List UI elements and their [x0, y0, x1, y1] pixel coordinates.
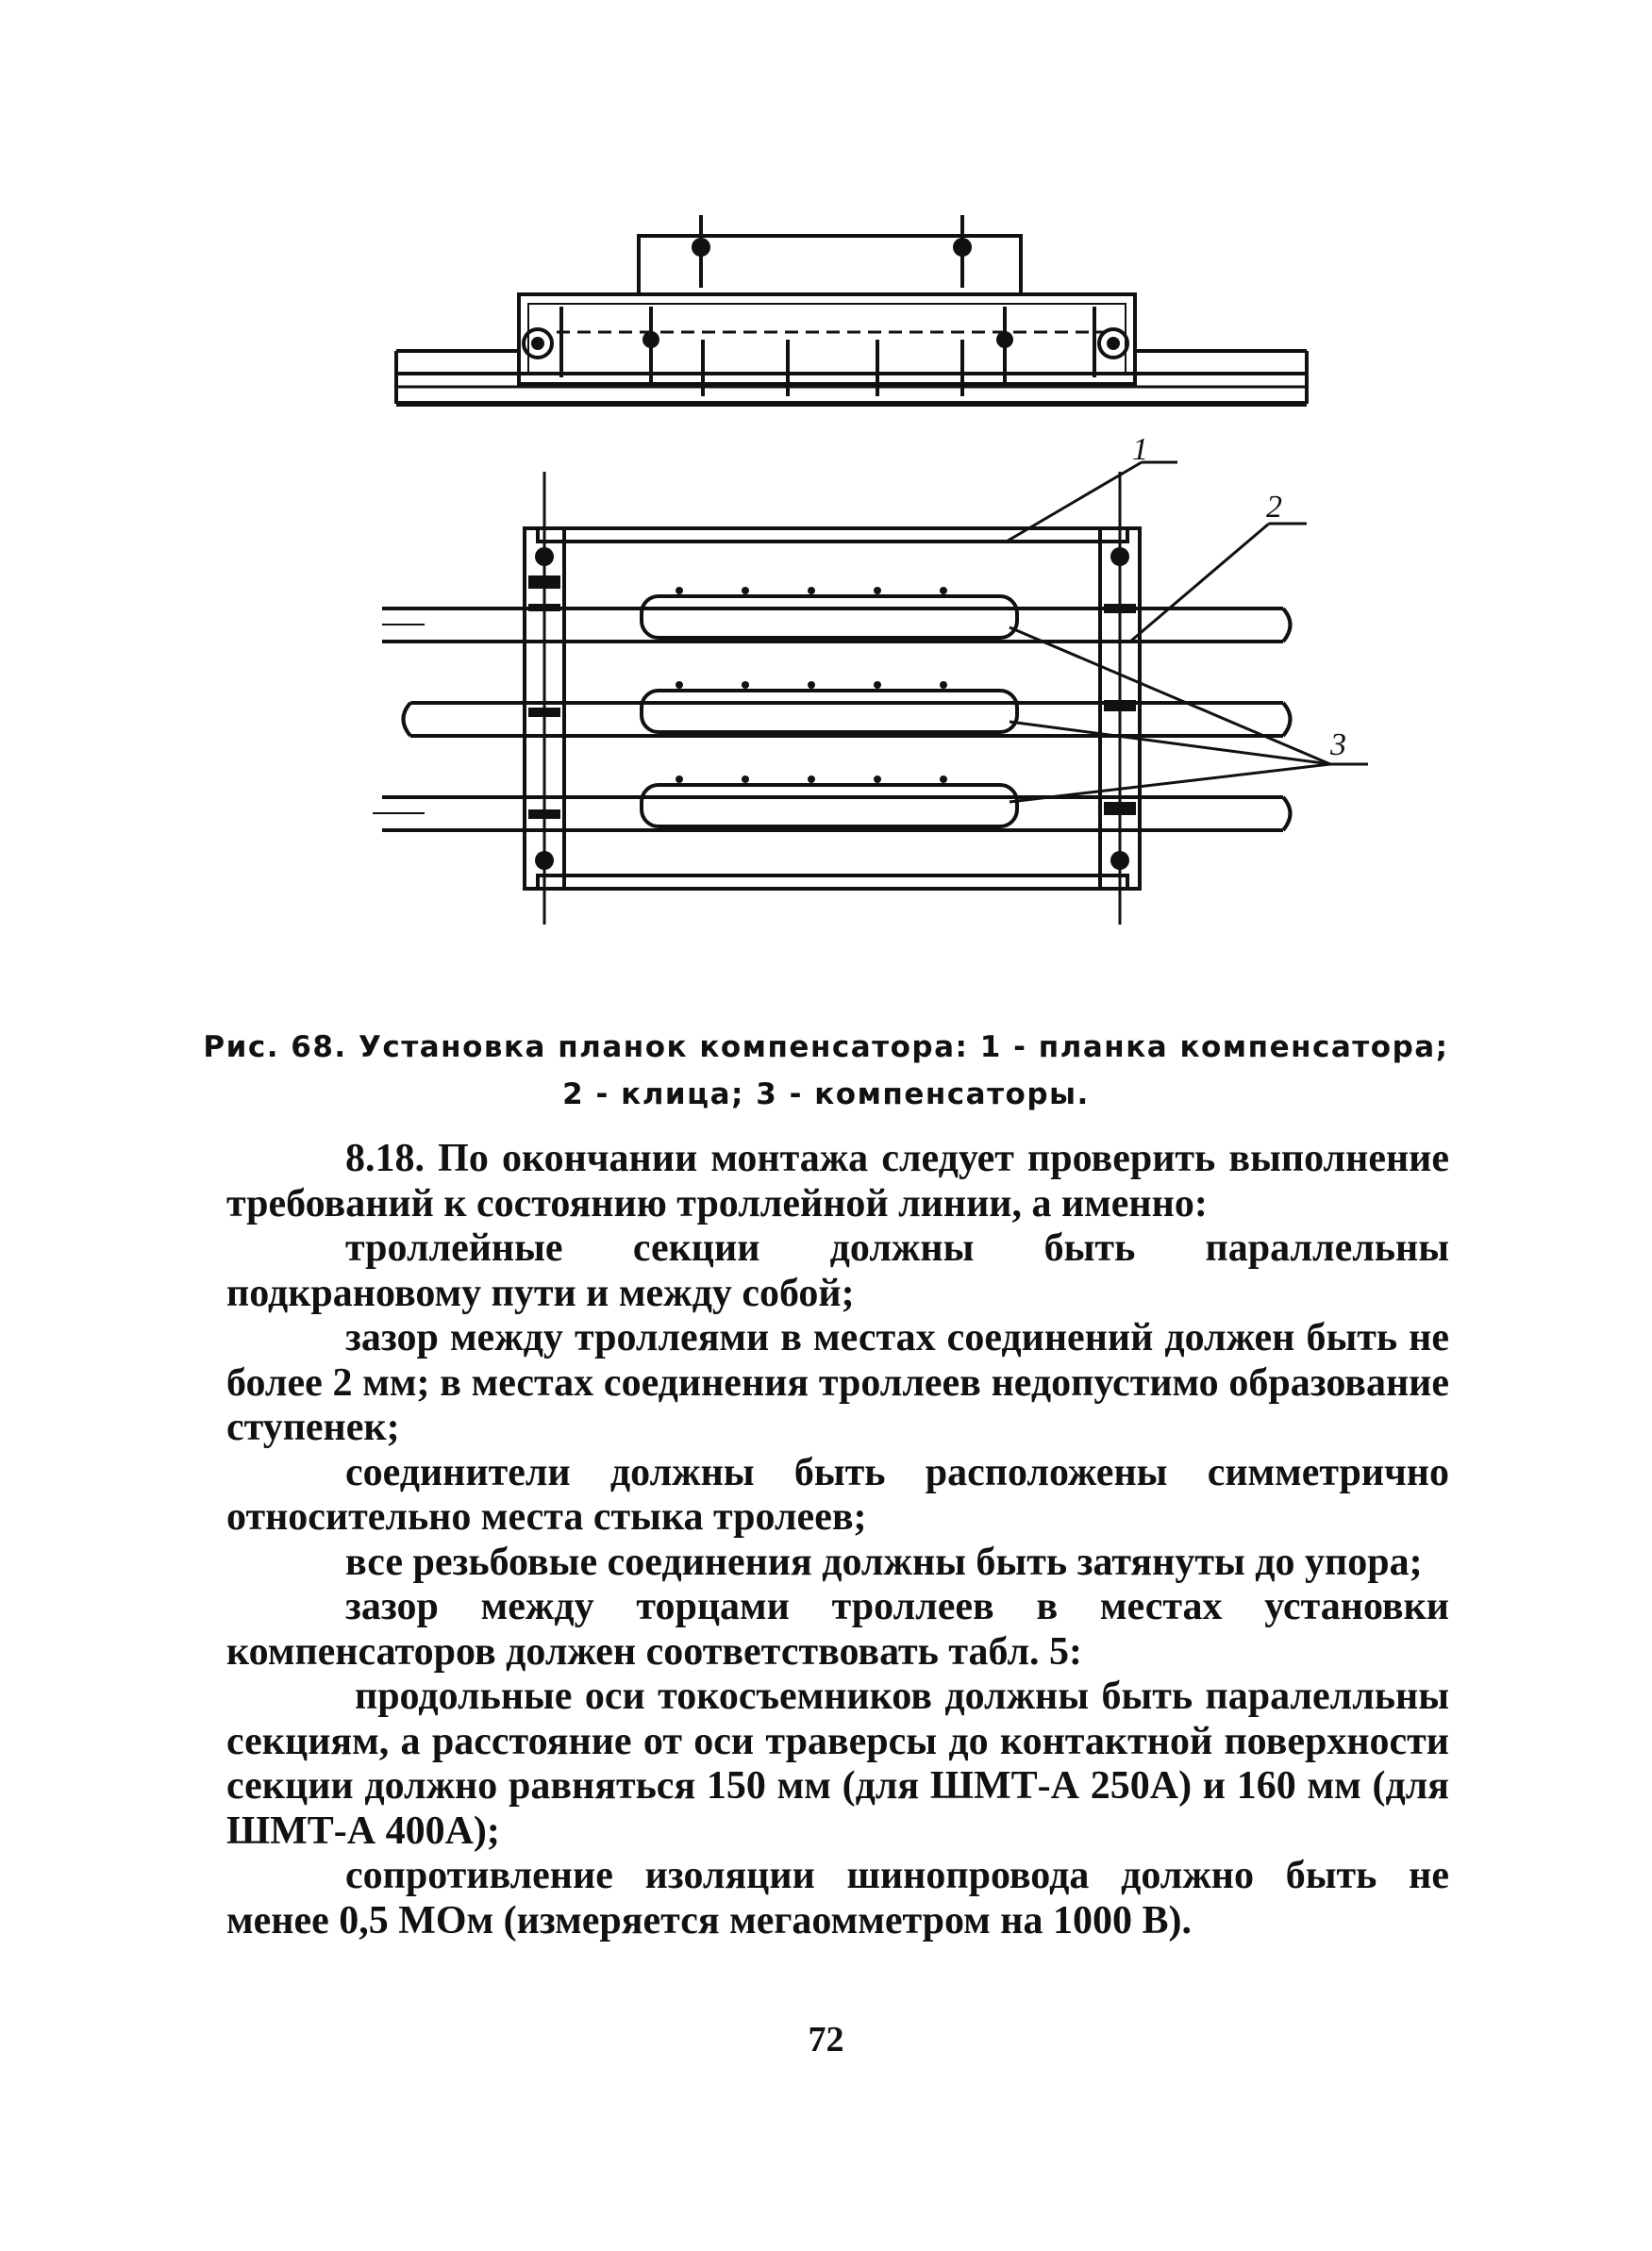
- caption-line-1: Рис. 68. Установка планок компенсатора: 1 - планка компенсатора;: [203, 1030, 1449, 1064]
- figure-68-compensator-planks-drawing: [0, 0, 1652, 1000]
- page-number: 72: [808, 2020, 844, 2059]
- figure-caption: [189, 1024, 1463, 1118]
- requirement-item: зазор между торцами троллеев в местах установки компенсаторов должен соответствовать табл. 5:: [226, 1585, 1449, 1674]
- requirement-item: зазор между троллеями в местах соединений должен быть не более 2 мм; в местах соединения троллеев недопустимо образование ступенек;: [226, 1316, 1449, 1449]
- requirement-item: троллейные секции должны быть параллельны подкрановому пути и между собой;: [226, 1226, 1449, 1315]
- section-heading: 8.18. По окончании монтажа следует проверить выполнение требований к состоянию троллейной линии, а именно:: [226, 1137, 1449, 1226]
- callout-3: 3: [1330, 727, 1346, 762]
- requirement-item: соединители должны быть расположены симметрично относительно места стыка тролеев;: [226, 1450, 1449, 1539]
- requirement-item: сопротивление изоляции шинопровода должно быть не менее 0,5 МОм (измеряется мегаомметром на 1000 В).: [226, 1854, 1449, 1943]
- callout-2: 2: [1266, 490, 1282, 525]
- requirement-item: продольные оси токосъемников должны быть паралелльны секциям, а расстояние от оси траверсы до контактной поверхности секции должно равняться 150 мм (для ШМТ-А 250А) и 160 мм (для ШМТ-А 400А);: [226, 1675, 1449, 1853]
- section-8-18: [226, 1137, 1449, 1943]
- requirement-item: все резьбовые соединения должны быть затянуты до упора;: [345, 1540, 1423, 1584]
- caption-line-2: 2 - клица; 3 - компенсаторы.: [562, 1077, 1090, 1111]
- side-view: [396, 215, 1307, 404]
- plan-view: [373, 462, 1368, 925]
- callout-1: 1: [1132, 432, 1148, 467]
